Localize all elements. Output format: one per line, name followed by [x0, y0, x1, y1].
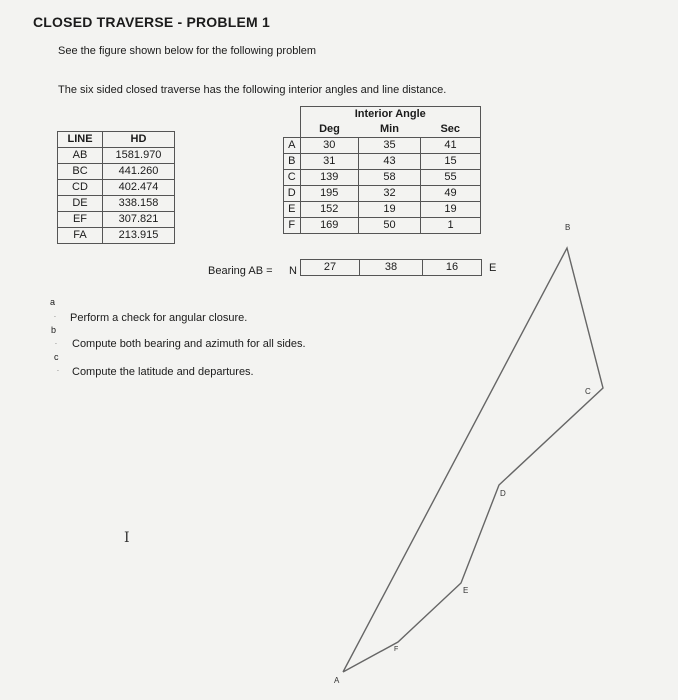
- line-header: LINE: [58, 132, 103, 148]
- point-label-d: D: [500, 489, 506, 498]
- hd-cell: 307.821: [103, 212, 175, 228]
- task-letter-a: a: [50, 297, 56, 307]
- min-cell: 50: [359, 217, 421, 233]
- point-label-c: C: [585, 387, 591, 396]
- bullet-dot: .: [55, 339, 57, 346]
- task-a: Perform a check for angular closure.: [70, 312, 248, 324]
- text-cursor-icon: I: [124, 530, 130, 546]
- line-cell: BC: [58, 164, 103, 180]
- bearing-min: 38: [360, 260, 423, 276]
- hd-header: HD: [103, 132, 175, 148]
- point-label-b: B: [565, 223, 571, 232]
- sec-cell: 55: [421, 169, 481, 185]
- line-cell: DE: [58, 196, 103, 212]
- bearing-suffix: E: [489, 262, 497, 274]
- sec-cell: 41: [421, 137, 481, 153]
- min-cell: 58: [359, 169, 421, 185]
- intro-line: See the figure shown below for the following problem: [58, 45, 317, 57]
- problem-description: The six sided closed traverse has the following interior angles and line distance.: [58, 84, 447, 96]
- min-cell: 32: [359, 185, 421, 201]
- task-b: Compute both bearing and azimuth for all sides.: [72, 338, 306, 350]
- station-cell: B: [284, 153, 301, 169]
- min-cell: 19: [359, 201, 421, 217]
- min-header: Min: [359, 122, 421, 138]
- bullet-dot: .: [57, 366, 59, 373]
- hd-cell: 441.260: [103, 164, 175, 180]
- station-cell: E: [284, 201, 301, 217]
- deg-cell: 31: [300, 153, 359, 169]
- deg-cell: 139: [300, 169, 359, 185]
- line-cell: CD: [58, 180, 103, 196]
- min-cell: 35: [359, 137, 421, 153]
- line-cell: FA: [58, 228, 103, 244]
- deg-cell: 30: [300, 137, 359, 153]
- task-letter-c: c: [54, 352, 59, 362]
- sec-header: Sec: [421, 122, 481, 138]
- bearing-deg: 27: [301, 260, 360, 276]
- min-cell: 43: [359, 153, 421, 169]
- hd-cell: 338.158: [103, 196, 175, 212]
- task-c: Compute the latitude and departures.: [72, 366, 254, 378]
- point-label-a: A: [334, 676, 340, 685]
- station-cell: D: [284, 185, 301, 201]
- sec-cell: 49: [421, 185, 481, 201]
- station-cell: C: [284, 169, 301, 185]
- page-title: CLOSED TRAVERSE - PROBLEM 1: [33, 14, 270, 30]
- point-label-e: E: [463, 586, 469, 595]
- sec-cell: 1: [421, 217, 481, 233]
- bearing-label: Bearing AB =: [208, 265, 273, 277]
- deg-header: Deg: [300, 122, 359, 138]
- bearing-prefix: N: [289, 265, 297, 277]
- hd-cell: 213.915: [103, 228, 175, 244]
- point-label-f: F: [394, 646, 399, 653]
- line-cell: AB: [58, 148, 103, 164]
- sec-cell: 15: [421, 153, 481, 169]
- sec-cell: 19: [421, 201, 481, 217]
- deg-cell: 195: [300, 185, 359, 201]
- deg-cell: 169: [300, 217, 359, 233]
- bullet-dot: .: [54, 312, 56, 319]
- task-letter-b: b: [51, 325, 57, 335]
- interior-angle-header: Interior Angle: [300, 107, 481, 122]
- station-cell: F: [284, 217, 301, 233]
- station-cell: A: [284, 137, 301, 153]
- deg-cell: 152: [300, 201, 359, 217]
- bearing-sec: 16: [423, 260, 482, 276]
- hd-cell: 1581.970: [103, 148, 175, 164]
- hd-cell: 402.474: [103, 180, 175, 196]
- traverse-outline: [343, 248, 603, 672]
- line-cell: EF: [58, 212, 103, 228]
